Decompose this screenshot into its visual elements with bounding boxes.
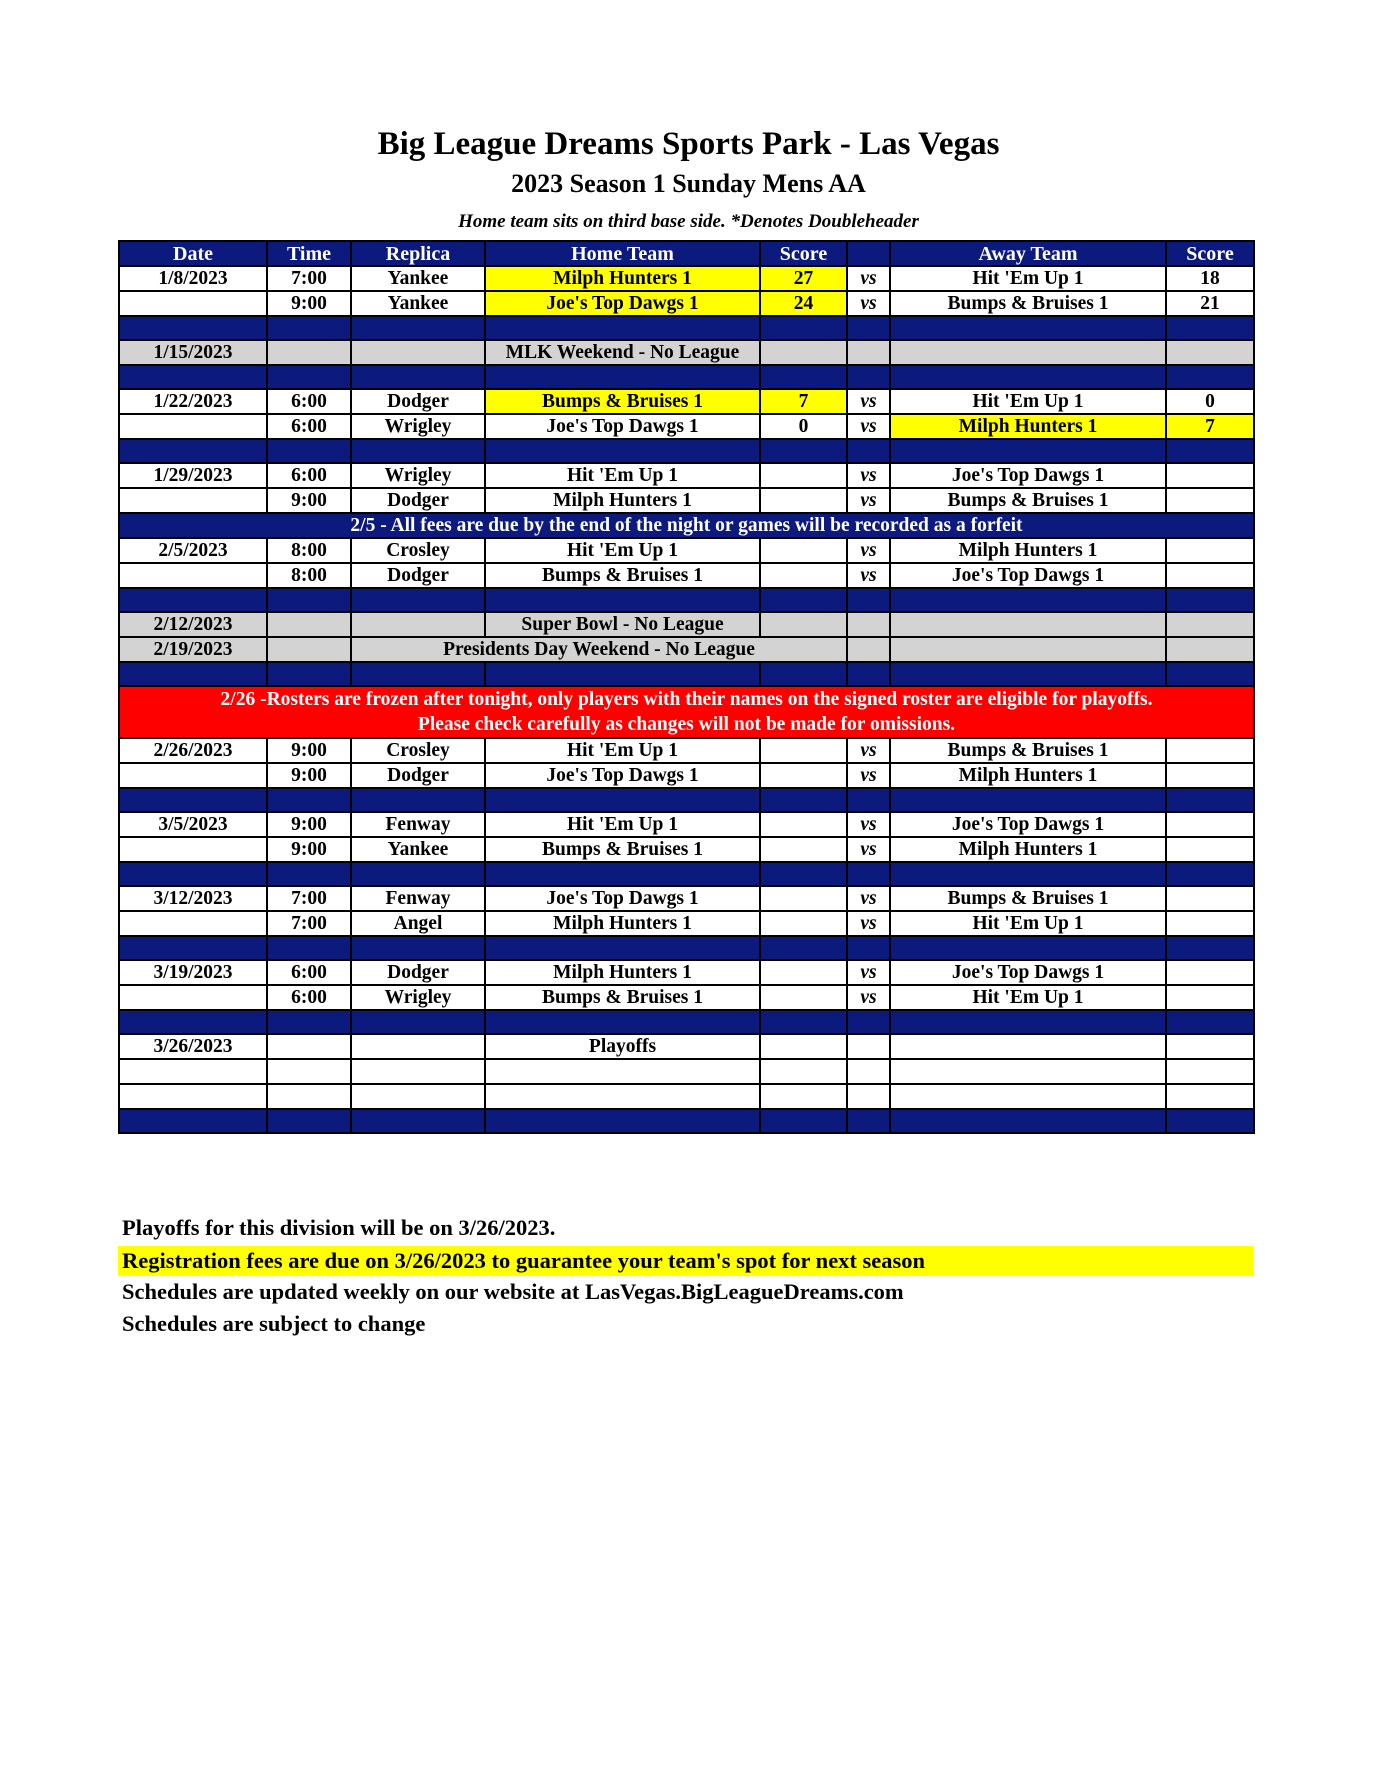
home-score (760, 960, 847, 985)
away-team: Bumps & Bruises 1 (890, 886, 1166, 911)
home-score (760, 911, 847, 936)
home-team: Hit 'Em Up 1 (485, 538, 760, 563)
table-row (119, 291, 1254, 316)
col-away-score: Score (1166, 241, 1254, 266)
separator-row (119, 862, 1254, 886)
home-score (760, 837, 847, 862)
table-row (119, 960, 1254, 985)
home-team: Joe's Top Dawgs 1 (485, 414, 760, 439)
away-team: Hit 'Em Up 1 (890, 985, 1166, 1010)
game-time: 7:00 (267, 911, 351, 936)
col-replica: Replica (351, 241, 485, 266)
away-team: Bumps & Bruises 1 (890, 738, 1166, 763)
game-date (119, 911, 267, 936)
table-row (119, 911, 1254, 936)
game-date: 3/5/2023 (119, 812, 267, 837)
table-row (119, 985, 1254, 1010)
home-score: 0 (760, 414, 847, 439)
game-date: 1/15/2023 (119, 340, 267, 365)
table-row (119, 738, 1254, 763)
event-label: MLK Weekend - No League (485, 340, 760, 365)
home-team: Milph Hunters 1 (485, 488, 760, 513)
page-subtitle: 2023 Season 1 Sunday Mens AA (511, 169, 866, 198)
away-score (1166, 886, 1254, 911)
website-note: Schedules are updated weekly on our website at LasVegas.BigLeagueDreams.com (122, 1279, 904, 1304)
vs-label: vs (847, 488, 890, 513)
game-date (119, 563, 267, 588)
home-score: 7 (760, 389, 847, 414)
vs-label: vs (847, 985, 890, 1010)
home-score (760, 886, 847, 911)
away-score: 18 (1166, 266, 1254, 291)
away-team: Joe's Top Dawgs 1 (890, 812, 1166, 837)
game-date: 1/22/2023 (119, 389, 267, 414)
table-row (119, 837, 1254, 862)
away-team: Bumps & Bruises 1 (890, 488, 1166, 513)
away-score (1166, 463, 1254, 488)
game-time: 7:00 (267, 266, 351, 291)
game-date: 3/19/2023 (119, 960, 267, 985)
vs-label: vs (847, 291, 890, 316)
change-note: Schedules are subject to change (122, 1311, 426, 1336)
empty-row (119, 1059, 1254, 1084)
fees-notice: 2/5 - All fees are due by the end of the night or games will be recorded as a forfeit (119, 513, 1254, 538)
home-team: Bumps & Bruises 1 (485, 389, 760, 414)
separator-row (119, 439, 1254, 463)
game-date (119, 414, 267, 439)
away-team: Joe's Top Dawgs 1 (890, 463, 1166, 488)
home-team: Bumps & Bruises 1 (485, 985, 760, 1010)
game-time: 8:00 (267, 563, 351, 588)
away-team: Milph Hunters 1 (890, 538, 1166, 563)
home-team-note: Home team sits on third base side. *Denotes Doubleheader (458, 211, 919, 232)
away-team: Hit 'Em Up 1 (890, 389, 1166, 414)
page-title: Big League Dreams Sports Park - Las Vegas (377, 126, 1000, 162)
game-field: Crosley (351, 538, 485, 563)
playoffs-row (119, 1034, 1254, 1059)
vs-label: vs (847, 812, 890, 837)
no-league-row (119, 340, 1254, 365)
col-away-team: Away Team (890, 241, 1166, 266)
vs-label: vs (847, 414, 890, 439)
away-score (1166, 538, 1254, 563)
away-team: Hit 'Em Up 1 (890, 911, 1166, 936)
game-time: 9:00 (267, 812, 351, 837)
separator-row (119, 316, 1254, 340)
game-field: Fenway (351, 812, 485, 837)
game-time: 6:00 (267, 463, 351, 488)
roster-alert-row (119, 686, 1254, 738)
away-team: Joe's Top Dawgs 1 (890, 960, 1166, 985)
col-date: Date (119, 241, 267, 266)
game-field: Dodger (351, 389, 485, 414)
separator-row (119, 1010, 1254, 1034)
game-field: Yankee (351, 291, 485, 316)
game-date: 2/5/2023 (119, 538, 267, 563)
game-time: 6:00 (267, 985, 351, 1010)
game-date: 1/8/2023 (119, 266, 267, 291)
home-score (760, 763, 847, 788)
vs-label: vs (847, 738, 890, 763)
away-score (1166, 812, 1254, 837)
separator-row (119, 1109, 1254, 1133)
game-time: 6:00 (267, 414, 351, 439)
home-score (760, 812, 847, 837)
game-time: 6:00 (267, 960, 351, 985)
home-team: Bumps & Bruises 1 (485, 837, 760, 862)
home-score: 27 (760, 266, 847, 291)
game-field: Dodger (351, 563, 485, 588)
home-team: Hit 'Em Up 1 (485, 812, 760, 837)
away-score: 7 (1166, 414, 1254, 439)
table-row (119, 414, 1254, 439)
away-score: 21 (1166, 291, 1254, 316)
game-date: 2/19/2023 (119, 637, 267, 662)
separator-row (119, 365, 1254, 389)
col-time: Time (267, 241, 351, 266)
home-score (760, 538, 847, 563)
vs-label: vs (847, 463, 890, 488)
game-field: Dodger (351, 488, 485, 513)
event-label: Presidents Day Weekend - No League (351, 637, 847, 662)
separator-row (119, 588, 1254, 612)
playoffs-note: Playoffs for this division will be on 3/26/2023. (122, 1215, 556, 1240)
game-time: 9:00 (267, 488, 351, 513)
home-score (760, 738, 847, 763)
table-row (119, 763, 1254, 788)
roster-alert-line1: 2/26 -Rosters are frozen after tonight, only players with their names on the signed roster are eligible for playoffs. (220, 689, 1153, 710)
no-league-row (119, 612, 1254, 637)
game-field: Wrigley (351, 985, 485, 1010)
game-date: 3/12/2023 (119, 886, 267, 911)
away-score (1166, 960, 1254, 985)
home-score (760, 463, 847, 488)
home-team: Milph Hunters 1 (485, 960, 760, 985)
game-date: 2/26/2023 (119, 738, 267, 763)
fees-notice-row (119, 513, 1254, 538)
game-time: 9:00 (267, 738, 351, 763)
home-team: Joe's Top Dawgs 1 (485, 763, 760, 788)
game-field: Crosley (351, 738, 485, 763)
vs-label: vs (847, 960, 890, 985)
away-score (1166, 488, 1254, 513)
home-team: Hit 'Em Up 1 (485, 463, 760, 488)
table-row (119, 266, 1254, 291)
roster-alert (119, 686, 1254, 738)
away-score (1166, 738, 1254, 763)
away-team: Milph Hunters 1 (890, 763, 1166, 788)
game-date: 1/29/2023 (119, 463, 267, 488)
col-home-team: Home Team (485, 241, 760, 266)
vs-label: vs (847, 837, 890, 862)
game-field: Wrigley (351, 463, 485, 488)
table-row (119, 538, 1254, 563)
home-team: Joe's Top Dawgs 1 (485, 291, 760, 316)
separator-row (119, 662, 1254, 686)
game-time: 9:00 (267, 291, 351, 316)
header-row (119, 241, 1254, 266)
game-date (119, 837, 267, 862)
table-row (119, 563, 1254, 588)
no-league-row (119, 637, 1254, 662)
vs-label: vs (847, 389, 890, 414)
separator-row (119, 788, 1254, 812)
away-team: Joe's Top Dawgs 1 (890, 563, 1166, 588)
home-team: Bumps & Bruises 1 (485, 563, 760, 588)
away-score (1166, 763, 1254, 788)
game-time: 7:00 (267, 886, 351, 911)
col-vs (847, 241, 890, 266)
away-team: Bumps & Bruises 1 (890, 291, 1166, 316)
event-label: Super Bowl - No League (485, 612, 760, 637)
home-score: 24 (760, 291, 847, 316)
away-score (1166, 563, 1254, 588)
table-row (119, 488, 1254, 513)
separator-row (119, 936, 1254, 960)
home-score (760, 563, 847, 588)
away-team: Milph Hunters 1 (890, 837, 1166, 862)
game-date (119, 763, 267, 788)
vs-label: vs (847, 763, 890, 788)
game-field: Wrigley (351, 414, 485, 439)
registration-note: Registration fees are due on 3/26/2023 to guarantee your team's spot for next season (118, 1246, 1253, 1276)
game-field: Yankee (351, 837, 485, 862)
game-field: Angel (351, 911, 485, 936)
table-row (119, 812, 1254, 837)
away-score: 0 (1166, 389, 1254, 414)
schedule-table (118, 240, 1255, 1134)
game-date (119, 985, 267, 1010)
game-time: 6:00 (267, 389, 351, 414)
vs-label: vs (847, 266, 890, 291)
game-field: Yankee (351, 266, 485, 291)
vs-label: vs (847, 886, 890, 911)
table-row (119, 886, 1254, 911)
home-team: Milph Hunters 1 (485, 911, 760, 936)
vs-label: vs (847, 538, 890, 563)
away-team: Milph Hunters 1 (890, 414, 1166, 439)
game-field: Fenway (351, 886, 485, 911)
home-score (760, 488, 847, 513)
away-score (1166, 837, 1254, 862)
away-score (1166, 911, 1254, 936)
home-team: Joe's Top Dawgs 1 (485, 886, 760, 911)
col-home-score: Score (760, 241, 847, 266)
roster-alert-line2: Please check carefully as changes will not be made for omissions. (417, 714, 956, 735)
game-date (119, 488, 267, 513)
empty-row (119, 1084, 1254, 1109)
game-date: 2/12/2023 (119, 612, 267, 637)
home-team: Milph Hunters 1 (485, 266, 760, 291)
game-time: 9:00 (267, 837, 351, 862)
game-date (119, 291, 267, 316)
home-team: Hit 'Em Up 1 (485, 738, 760, 763)
event-label: Playoffs (485, 1034, 760, 1059)
home-score (760, 985, 847, 1010)
game-field: Dodger (351, 960, 485, 985)
game-date: 3/26/2023 (119, 1034, 267, 1059)
table-row (119, 463, 1254, 488)
game-time: 8:00 (267, 538, 351, 563)
away-team: Hit 'Em Up 1 (890, 266, 1166, 291)
vs-label: vs (847, 563, 890, 588)
game-time: 9:00 (267, 763, 351, 788)
table-row (119, 389, 1254, 414)
vs-label: vs (847, 911, 890, 936)
game-field: Dodger (351, 763, 485, 788)
away-score (1166, 985, 1254, 1010)
